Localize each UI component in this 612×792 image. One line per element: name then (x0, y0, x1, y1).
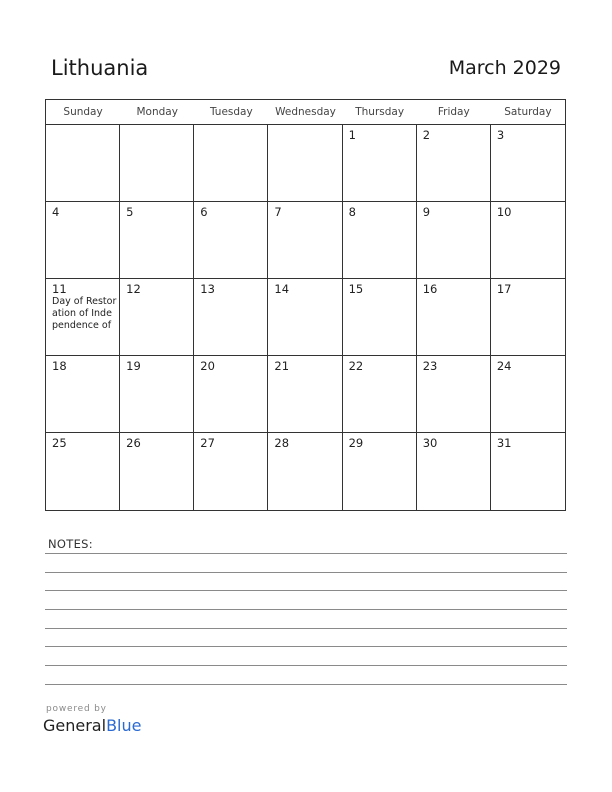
note-line (45, 572, 567, 573)
day-number: 26 (126, 436, 141, 450)
month-year-title: March 2029 (448, 57, 561, 79)
weekday-sunday: Sunday (63, 106, 103, 118)
day-number: 17 (496, 282, 512, 296)
day-number: 22 (348, 359, 364, 373)
calendar-day-cell (46, 279, 120, 356)
calendar-day-cell (491, 433, 565, 510)
calendar-day-cell (343, 279, 417, 356)
day-number: 21 (274, 359, 290, 373)
note-line (45, 665, 567, 666)
calendar-day-cell (491, 202, 565, 279)
calendar-day-cell (491, 279, 565, 356)
day-number: 24 (496, 359, 512, 373)
calendar-day-cell (343, 356, 417, 433)
day-number: 14 (274, 282, 290, 296)
day-number: 28 (274, 436, 290, 450)
calendar-days (46, 125, 565, 510)
calendar-day-cell (46, 433, 120, 510)
day-number: 31 (496, 436, 512, 450)
calendar-day-cell (268, 279, 342, 356)
country-title: Lithuania (51, 56, 149, 80)
calendar-day-cell (194, 202, 268, 279)
day-number: 19 (126, 359, 141, 373)
note-line (45, 609, 567, 610)
weekday-monday: Monday (136, 106, 178, 118)
calendar-day-cell (46, 356, 120, 433)
calendar-day-cell (343, 125, 417, 202)
calendar-grid (45, 99, 566, 511)
calendar-day-cell (491, 125, 565, 202)
note-line (45, 646, 567, 647)
calendar-day-cell (268, 433, 342, 510)
calendar-day-cell (417, 356, 491, 433)
calendar-day-cell (120, 356, 194, 433)
day-number: 12 (126, 282, 141, 296)
day-number: 15 (348, 282, 364, 296)
brand-general: General (43, 716, 107, 735)
day-number: 8 (348, 205, 356, 219)
note-line (45, 628, 567, 629)
calendar-day-cell (120, 433, 194, 510)
calendar-day-cell (194, 279, 268, 356)
weekday-thursday: Thursday (355, 106, 405, 118)
weekday-wednesday: Wednesday (275, 106, 336, 118)
day-number: 7 (274, 205, 282, 219)
holiday-label: Day of Restoration of Independence of (52, 296, 117, 331)
powered-by-text: powered by (46, 704, 107, 714)
brand-blue: Blue (106, 716, 142, 735)
note-line (45, 590, 567, 591)
day-number: 23 (422, 359, 438, 373)
calendar-day-cell (194, 356, 268, 433)
calendar-day-cell (417, 202, 491, 279)
calendar-day-cell (417, 279, 491, 356)
weekday-header-row (46, 100, 565, 125)
day-number: 5 (126, 205, 134, 219)
calendar-day-cell (120, 125, 194, 202)
day-number: 11 (52, 282, 67, 296)
note-line (45, 684, 567, 685)
day-number: 6 (200, 205, 208, 219)
calendar-day-cell (343, 433, 417, 510)
weekday-tuesday: Tuesday (209, 106, 253, 118)
day-number: 3 (496, 128, 505, 142)
day-number: 4 (52, 205, 60, 219)
calendar-day-cell (417, 433, 491, 510)
day-number: 18 (52, 359, 67, 373)
calendar-day-cell (491, 356, 565, 433)
calendar-day-cell (194, 433, 268, 510)
calendar-day-cell (46, 202, 120, 279)
day-number: 20 (200, 359, 215, 373)
day-number: 1 (348, 128, 356, 142)
calendar-day-cell (120, 279, 194, 356)
day-number: 13 (200, 282, 215, 296)
generalblue-logo[interactable] (43, 716, 141, 735)
day-number: 10 (496, 205, 512, 219)
weekday-friday: Friday (437, 106, 470, 118)
weekday-saturday: Saturday (504, 106, 552, 118)
day-number: 25 (52, 436, 67, 450)
day-number: 16 (422, 282, 438, 296)
calendar-day-cell (120, 202, 194, 279)
calendar-day-cell (268, 125, 342, 202)
day-number: 27 (200, 436, 215, 450)
day-number: 9 (422, 205, 431, 219)
notes-label: NOTES: (48, 537, 93, 551)
day-number: 2 (422, 128, 431, 142)
note-line (45, 553, 567, 554)
calendar-day-cell (417, 125, 491, 202)
calendar-day-cell (268, 356, 342, 433)
calendar-day-cell (46, 125, 120, 202)
day-number: 30 (422, 436, 438, 450)
day-number: 29 (348, 436, 364, 450)
calendar-day-cell (194, 125, 268, 202)
calendar-day-cell (343, 202, 417, 279)
calendar-day-cell (268, 202, 342, 279)
